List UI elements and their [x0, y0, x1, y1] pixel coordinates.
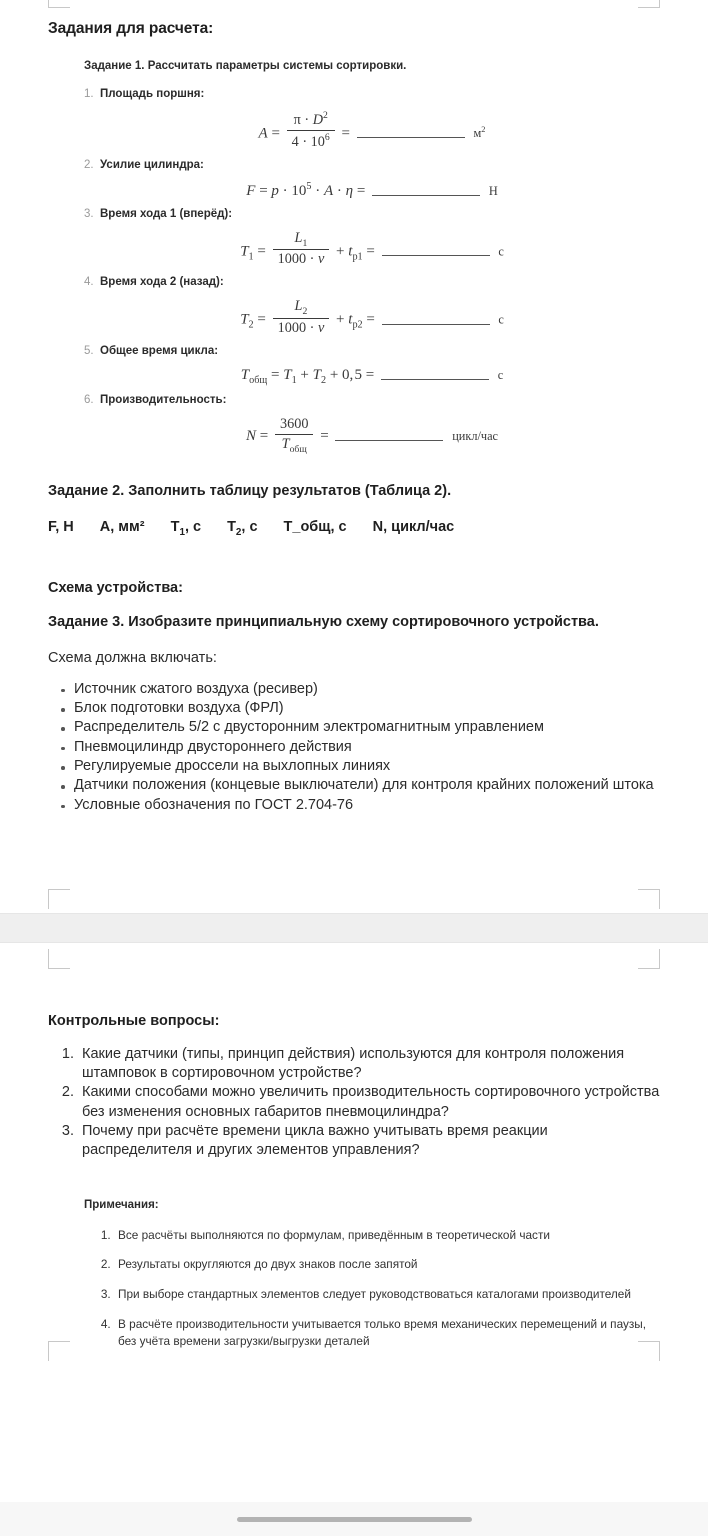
results-column-a: A, мм²: [99, 519, 145, 536]
calculation-item-2-label: [84, 159, 660, 171]
fraction-stroke-time-2: $\frac{L_2}{1000 \cdot v}$: [273, 298, 330, 337]
fraction-piston-area: $\frac{\pi \cdot D^2}{4 \cdot 10^6}$: [287, 110, 335, 151]
calculation-item-1: [84, 88, 660, 159]
calculation-item-2-text: Усилие цилиндра:: [100, 158, 204, 171]
results-column-f: F, Н: [48, 519, 74, 536]
task-2-heading: Задание 2. Заполнить таблицу результатов (Таблица 2).: [48, 483, 452, 500]
calculation-item-6: [84, 394, 660, 463]
calculation-item-1-label: [84, 88, 660, 100]
task-1-heading: Задание 1. Рассчитать параметры системы сортировки.: [84, 60, 407, 72]
answer-blank-t1[interactable]: [382, 255, 490, 256]
answer-blank-n[interactable]: [335, 440, 443, 441]
crop-mark-top-right-icon: [638, 0, 660, 8]
calculation-item-5-text: Общее время цикла:: [100, 345, 219, 358]
formula-total-cycle-time: $T_{общ} = T_1 + T_2 + 0$, 5 = с: [240, 367, 504, 387]
home-gesture-handle[interactable]: [237, 1517, 472, 1522]
control-questions-list: [48, 1045, 660, 1161]
task-3-heading: Задание 3. Изобразите принципиальную схему сортировочного устройства.: [48, 613, 599, 630]
page-title: Задания для расчета:: [48, 20, 214, 37]
fraction-stroke-time-1: $\frac{L_1}{1000 \cdot v}$: [273, 230, 330, 269]
results-table-header-row: [48, 519, 660, 538]
calculation-item-5: [84, 345, 660, 394]
results-column-n: N, цикл/час: [372, 519, 455, 536]
answer-blank-area[interactable]: [357, 137, 465, 138]
calculation-item-1-number: 1.: [84, 88, 94, 100]
answer-blank-force[interactable]: [372, 195, 480, 196]
calculation-item-3-number: 3.: [84, 207, 94, 220]
answer-blank-t2[interactable]: [382, 324, 490, 325]
results-column-t1: $T_1$, с: [170, 519, 202, 538]
list-item: 2. Результаты округляются до двух знаков после запятой: [114, 1256, 660, 1273]
scheme-section-title: Схема устройства:: [48, 579, 183, 596]
list-item: 1. Все расчёты выполняются по формулам, приведённым в теоретической части: [114, 1227, 660, 1244]
formula-stroke-time-2: $T_2$ = $\frac{L_2}{1000 \cdot v}$ + $t_{р2} = с$: [240, 298, 504, 337]
calculation-item-5-number: 5.: [84, 345, 94, 358]
list-item: 2. Какими способами можно увеличить производительность сортировочного устройства без изменения основных габаритов пневмоцилиндра?: [78, 1083, 660, 1122]
calculation-item-4-number: 4.: [84, 276, 94, 289]
scheme-components-list: [48, 680, 660, 815]
notes-list: [84, 1227, 660, 1350]
results-column-t2: $T_2$, с: [227, 519, 258, 538]
list-item: Блок подготовки воздуха (ФРЛ): [74, 699, 660, 718]
list-item: Распределитель 5/2 с двусторонним электромагнитным управлением: [74, 718, 660, 737]
calculation-item-2: [84, 159, 660, 208]
calculation-item-3-text: Время хода 1 (вперёд):: [100, 207, 233, 220]
list-item: Датчики положения (концевые выключатели) для контроля крайних положений штока: [74, 776, 660, 795]
calculation-item-3-label: [84, 208, 660, 220]
formula-cylinder-force: $F = p \cdot 10^5 \cdot A \cdot \eta = Н$: [246, 180, 498, 199]
scheme-intro: Схема должна включать:: [48, 649, 217, 666]
formula-stroke-time-1: $T_1$ = $\frac{L_1}{1000 \cdot v}$ + $t_{р1} = с$: [240, 229, 504, 268]
formula-piston-area: A = $\frac{\pi \cdot D^2}{4 \cdot 10^6}$ = $м^2$: [258, 110, 486, 150]
fraction-productivity: $\frac{3600}{T_{общ}}$: [275, 416, 314, 455]
list-item: Пневмоцилиндр двустороннего действия: [74, 738, 660, 757]
formula-productivity: N = $\frac{3600}{T_{общ}}$ = цикл/час: [246, 416, 498, 456]
list-item: Источник сжатого воздуха (ресивер): [74, 680, 660, 699]
questions-section-title: Контрольные вопросы:: [48, 1012, 220, 1029]
list-item: Условные обозначения по ГОСТ 2.704-76: [74, 796, 660, 815]
list-item: 4. В расчёте производительности учитывается только время механических перемещений и паузы, без учёта времени загрузки/выгрузки деталей: [114, 1316, 660, 1350]
document-page-2: [0, 943, 708, 1369]
calculation-item-5-label: [84, 345, 660, 357]
list-item: 3. Почему при расчёте времени цикла важно учитывать время реакции распределителя и других элементов управления?: [78, 1122, 660, 1161]
calculation-item-6-label: [84, 394, 660, 406]
calculation-item-2-number: 2.: [84, 158, 94, 171]
results-column-ttotal: T_общ, с: [283, 519, 347, 536]
calculation-item-6-text: Производительность:: [100, 394, 227, 407]
calculation-item-4-label: [84, 276, 660, 288]
list-item: 1. Какие датчики (типы, принцип действия) используются для контроля положения штамповок в сортировочном устройстве?: [78, 1045, 660, 1084]
list-item: 3. При выборе стандартных элементов следует руководствоваться каталогами производителей: [114, 1286, 660, 1303]
calculation-item-6-number: 6.: [84, 394, 94, 407]
notes-section-title: Примечания:: [84, 1198, 159, 1211]
calculation-item-1-text: Площадь поршня:: [100, 88, 205, 100]
system-navigation-bar: [0, 1502, 708, 1536]
page-separator: [0, 913, 708, 943]
calculation-list: [84, 88, 660, 463]
list-item: Регулируемые дроссели на выхлопных линиях: [74, 757, 660, 776]
answer-blank-total[interactable]: [381, 379, 489, 380]
calculation-item-4: [84, 276, 660, 345]
crop-mark-top-left-icon: [48, 0, 70, 8]
calculation-item-3: [84, 208, 660, 277]
calculation-item-4-text: Время хода 2 (назад):: [100, 276, 224, 289]
